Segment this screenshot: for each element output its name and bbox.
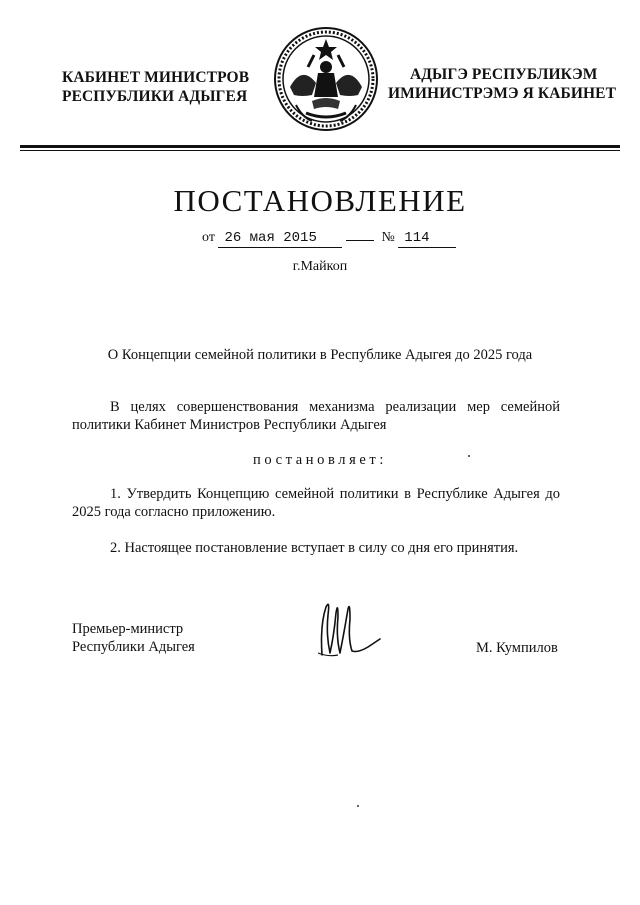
scan-speck bbox=[468, 455, 470, 457]
coat-of-arms-icon bbox=[272, 25, 380, 133]
scan-speck bbox=[357, 805, 359, 807]
header-rule-thin bbox=[20, 150, 620, 151]
decree-word: постановляет: bbox=[253, 452, 387, 468]
signatory-name: М. Кумпилов bbox=[476, 640, 558, 656]
date-prefix: от bbox=[202, 230, 215, 245]
item-1-paragraph: 1. Утвердить Концепцию семейной политики в Республике Адыгея до 2025 года согласно приложению. bbox=[72, 486, 560, 520]
date-number-line bbox=[202, 230, 456, 248]
header-rule-thick bbox=[20, 145, 620, 148]
document-title: ПОСТАНОВЛЕНИЕ bbox=[173, 183, 467, 218]
handwritten-signature bbox=[308, 595, 388, 670]
date-value: 26 мая 2015 bbox=[218, 230, 342, 248]
issuer-ady-line-2: ИМИНИСТРЭМЭ Я КАБИНЕТ bbox=[388, 85, 617, 102]
issuer-ady-line-1: АДЫГЭ РЕСПУБЛИКЭМ bbox=[410, 66, 598, 83]
number-prefix: № bbox=[381, 230, 395, 245]
city: г.Майкоп bbox=[292, 259, 348, 274]
signatory-title bbox=[72, 620, 195, 656]
preamble-paragraph: В целях совершенствования механизма реализации мер семейной политики Кабинет Министров Республики Адыгея bbox=[72, 399, 560, 433]
item-2-paragraph: 2. Настоящее постановление вступает в силу со дня его принятия. bbox=[110, 540, 519, 556]
signatory-title-line-1: Премьер-министр bbox=[72, 621, 184, 637]
issuer-name-ady bbox=[388, 65, 616, 103]
signatory-title-line-2: Республики Адыгея bbox=[72, 639, 195, 655]
issuer-line-1: КАБИНЕТ МИНИСТРОВ bbox=[62, 69, 250, 86]
issuer-line-2: РЕСПУБЛИКИ АДЫГЕЯ bbox=[62, 88, 248, 105]
issuer-name-ru bbox=[62, 68, 249, 106]
document-subject: О Концепции семейной политики в Республике Адыгея до 2025 года bbox=[107, 347, 533, 363]
number-value: 114 bbox=[398, 230, 456, 248]
date-underline-ext bbox=[346, 240, 374, 241]
